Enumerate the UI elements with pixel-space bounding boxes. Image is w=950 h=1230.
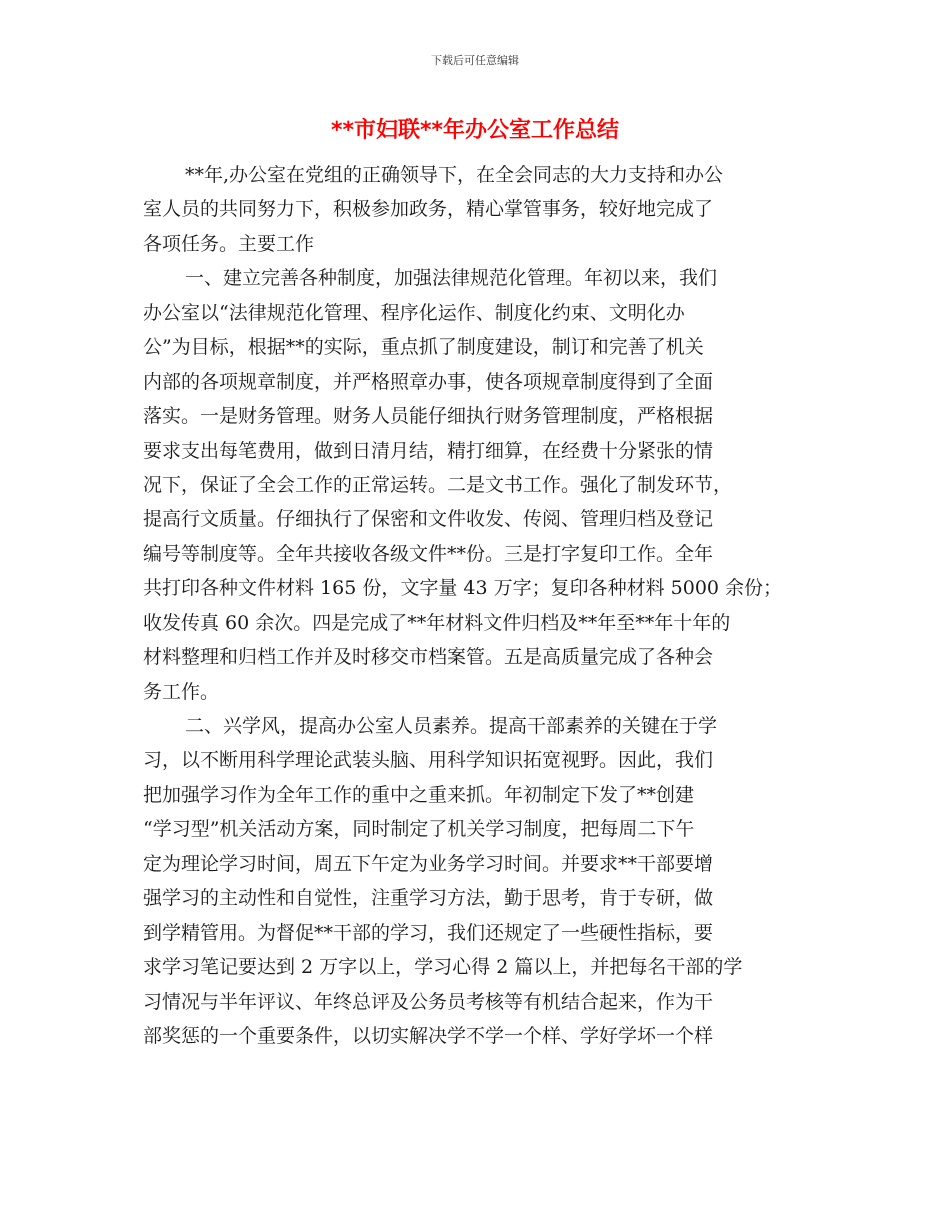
body-line: 落实。一是财务管理。财务人员能仔细执行财务管理制度，严格根据: [143, 405, 714, 428]
header-note: 下载后可任意编辑: [431, 54, 519, 67]
body-line: 求学习笔记要达到 2 万字以上，学习心得 2 篇以上，并把每名干部的学: [143, 956, 743, 979]
body-line: 材料整理和归档工作并及时移交市档案管。五是高质量完成了各种会: [143, 646, 714, 669]
body-line: 强学习的主动性和自觉性，注重学习方法，勤于思考，肯于专研，做: [143, 887, 714, 910]
body-line: 把加强学习作为全年工作的重中之重来抓。年初制定下发了**创建: [143, 783, 695, 806]
body-line: 共打印各种文件材料 165 份，文字量 43 万字；复印各种材料 5000 余份；: [143, 577, 783, 600]
body-line: 公”为目标，根据**的实际，重点抓了制度建设，制订和完善了机关: [143, 336, 704, 359]
body-line: 定为理论学习时间，周五下午定为业务学习时间。并要求**干部要增: [143, 852, 714, 875]
body-line: 内部的各项规章制度，并严格照章办事，使各项规章制度得到了全面: [143, 370, 714, 393]
body-line: 二、兴学风，提高办公室人员素养。提高干部素养的关键在于学: [185, 715, 718, 737]
body-line: 务工作。: [143, 680, 220, 703]
body-line: 编号等制度等。全年共接收各级文件**份。三是打字复印工作。全年: [143, 542, 714, 565]
body-line: 习，以不断用科学理论武装头脑、用科学知识拓宽视野。因此，我们: [143, 749, 714, 772]
body-line: 习情况与半年评议、年终总评及公务员考核等有机结合起来，作为干: [143, 990, 714, 1013]
body-line: 要求支出每笔费用，做到日清月结，精打细算，在经费十分紧张的情: [143, 439, 714, 462]
body-line: “学习型”机关活动方案，同时制定了机关学习制度，把每周二下午: [143, 818, 695, 841]
body-line: 部奖惩的一个重要条件，以切实解决学不学一个样、学好学坏一个样: [143, 1024, 714, 1047]
body-line: 一、建立完善各种制度，加强法律规范化管理。年初以来，我们: [185, 267, 718, 290]
body-line: 收发传真 60 余次。四是完成了**年材料文件归档及**年至**年十年的: [143, 611, 731, 634]
body-line: 提高行文质量。仔细执行了保密和文件收发、传阅、管理归档及登记: [143, 508, 714, 531]
document-body: [143, 158, 823, 1053]
body-line: 到学精管用。为督促**干部的学习，我们还规定了一些硬性指标，要: [143, 921, 714, 944]
body-line: 各项任务。主要工作: [143, 232, 315, 255]
body-line: 况下，保证了全会工作的正常运转。二是文书工作。强化了制发环节，: [143, 473, 733, 496]
document-title: **市妇联**年办公室工作总结: [330, 118, 620, 143]
body-line: 办公室以“法律规范化管理、程序化运作、制度化约束、文明化办: [143, 301, 685, 324]
body-line: 室人员的共同努力下，积极参加政务，精心掌管事务，较好地完成了: [143, 198, 714, 221]
body-line: **年,办公室在党组的正确领导下，在全会同志的大力支持和办公: [185, 164, 724, 186]
